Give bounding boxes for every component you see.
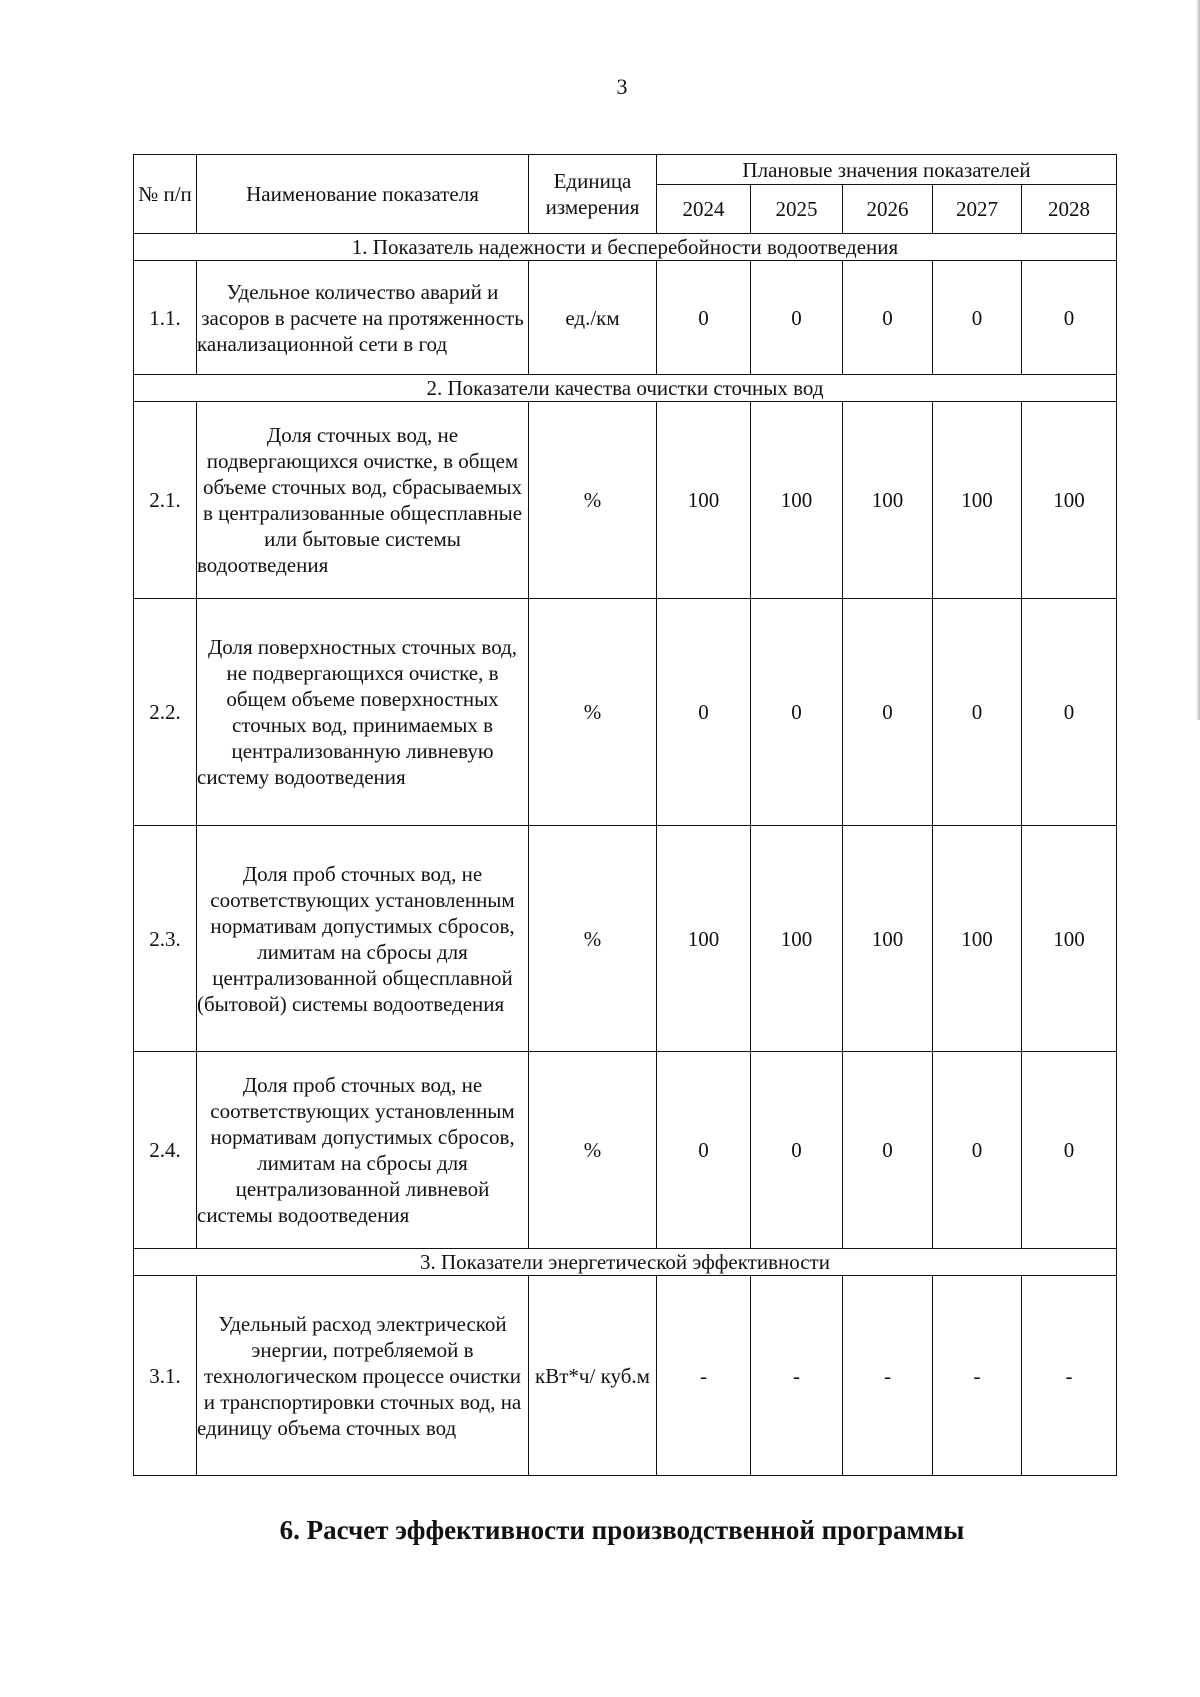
row-unit: % xyxy=(529,599,657,826)
row-number: 2.3. xyxy=(134,826,197,1052)
row-value: 0 xyxy=(843,1052,933,1249)
row-value: 100 xyxy=(933,826,1022,1052)
row-value: 0 xyxy=(1022,261,1117,375)
row-name: Доля сточных вод, не подвергающихся очистке, в общем объеме сточных вод, сбрасываемых в централизованные общесплавные или бытовые системы водоотведения xyxy=(197,402,529,599)
table-row xyxy=(134,826,1117,1052)
table-row xyxy=(134,1052,1117,1249)
table-row xyxy=(134,402,1117,599)
scan-edge xyxy=(1196,0,1200,720)
section-row xyxy=(134,234,1117,261)
row-value: 100 xyxy=(933,402,1022,599)
header-plan-group: Плановые значения показателей xyxy=(657,155,1117,185)
header-year: 2028 xyxy=(1022,185,1117,234)
table-row xyxy=(134,1276,1117,1476)
row-name: Удельный расход электрической энергии, потребляемой в технологическом процессе очистки и транспортировки сточных вод, на единицу объема сточных вод xyxy=(197,1276,529,1476)
section-heading: 6. Расчет эффективности производственной программы xyxy=(279,1515,965,1545)
header-year: 2024 xyxy=(657,185,751,234)
row-number: 2.1. xyxy=(134,402,197,599)
row-value: 0 xyxy=(933,599,1022,826)
section-title: 1. Показатель надежности и бесперебойности водоотведения xyxy=(134,234,1117,261)
row-value: 100 xyxy=(1022,826,1117,1052)
row-value: 0 xyxy=(657,1052,751,1249)
table-body xyxy=(134,234,1117,1476)
row-name: Удельное количество аварий и засоров в расчете на протяженность канализационной сети в год xyxy=(197,261,529,375)
row-unit: кВт*ч/ куб.м xyxy=(529,1276,657,1476)
row-value: 0 xyxy=(751,599,843,826)
row-unit: % xyxy=(529,402,657,599)
header-name: Наименование показателя xyxy=(197,155,529,234)
row-value: 0 xyxy=(751,261,843,375)
row-value: 0 xyxy=(751,1052,843,1249)
row-value: - xyxy=(1022,1276,1117,1476)
row-value: 0 xyxy=(843,261,933,375)
row-unit: ед./км xyxy=(529,261,657,375)
row-value: - xyxy=(751,1276,843,1476)
row-value: 0 xyxy=(1022,1052,1117,1249)
row-value: - xyxy=(657,1276,751,1476)
row-value: 100 xyxy=(751,826,843,1052)
table-row xyxy=(134,599,1117,826)
row-value: - xyxy=(843,1276,933,1476)
row-number: 2.2. xyxy=(134,599,197,826)
row-number: 1.1. xyxy=(134,261,197,375)
row-value: 0 xyxy=(1022,599,1117,826)
row-name: Доля проб сточных вод, не соответствующих установленным нормативам допустимых сбросов, лимитам на сбросы для централизованной ливневой системы водоотведения xyxy=(197,1052,529,1249)
row-value: 0 xyxy=(933,1052,1022,1249)
row-value: 0 xyxy=(657,599,751,826)
row-value: - xyxy=(933,1276,1022,1476)
table-row xyxy=(134,261,1117,375)
section-title: 3. Показатели энергетической эффективности xyxy=(134,1249,1117,1276)
row-unit: % xyxy=(529,826,657,1052)
row-value: 100 xyxy=(1022,402,1117,599)
row-value: 100 xyxy=(657,402,751,599)
indicators-table xyxy=(133,154,1117,1476)
header-row-1 xyxy=(134,155,1117,185)
row-name: Доля поверхностных сточных вод, не подвергающихся очистке, в общем объеме поверхностных сточных вод, принимаемых в централизованную ливневую систему водоотведения xyxy=(197,599,529,826)
header-year: 2026 xyxy=(843,185,933,234)
header-year: 2027 xyxy=(933,185,1022,234)
section-row xyxy=(134,375,1117,402)
row-value: 0 xyxy=(933,261,1022,375)
row-number: 3.1. xyxy=(134,1276,197,1476)
row-name: Доля проб сточных вод, не соответствующих установленным нормативам допустимых сбросов, лимитам на сбросы для централизованной общесплавной (бытовой) системы водоотведения xyxy=(197,826,529,1052)
row-value: 100 xyxy=(843,826,933,1052)
header-unit: Единица измерения xyxy=(529,155,657,234)
row-unit: % xyxy=(529,1052,657,1249)
row-value: 0 xyxy=(843,599,933,826)
row-value: 100 xyxy=(751,402,843,599)
table-header xyxy=(134,155,1117,234)
indicators-table-wrapper xyxy=(133,154,1116,1476)
section-row xyxy=(134,1249,1117,1276)
header-number: № п/п xyxy=(134,155,197,234)
page-number: 3 xyxy=(616,74,628,99)
row-value: 0 xyxy=(657,261,751,375)
header-year: 2025 xyxy=(751,185,843,234)
section-title: 2. Показатели качества очистки сточных вод xyxy=(134,375,1117,402)
row-value: 100 xyxy=(657,826,751,1052)
row-value: 100 xyxy=(843,402,933,599)
row-number: 2.4. xyxy=(134,1052,197,1249)
